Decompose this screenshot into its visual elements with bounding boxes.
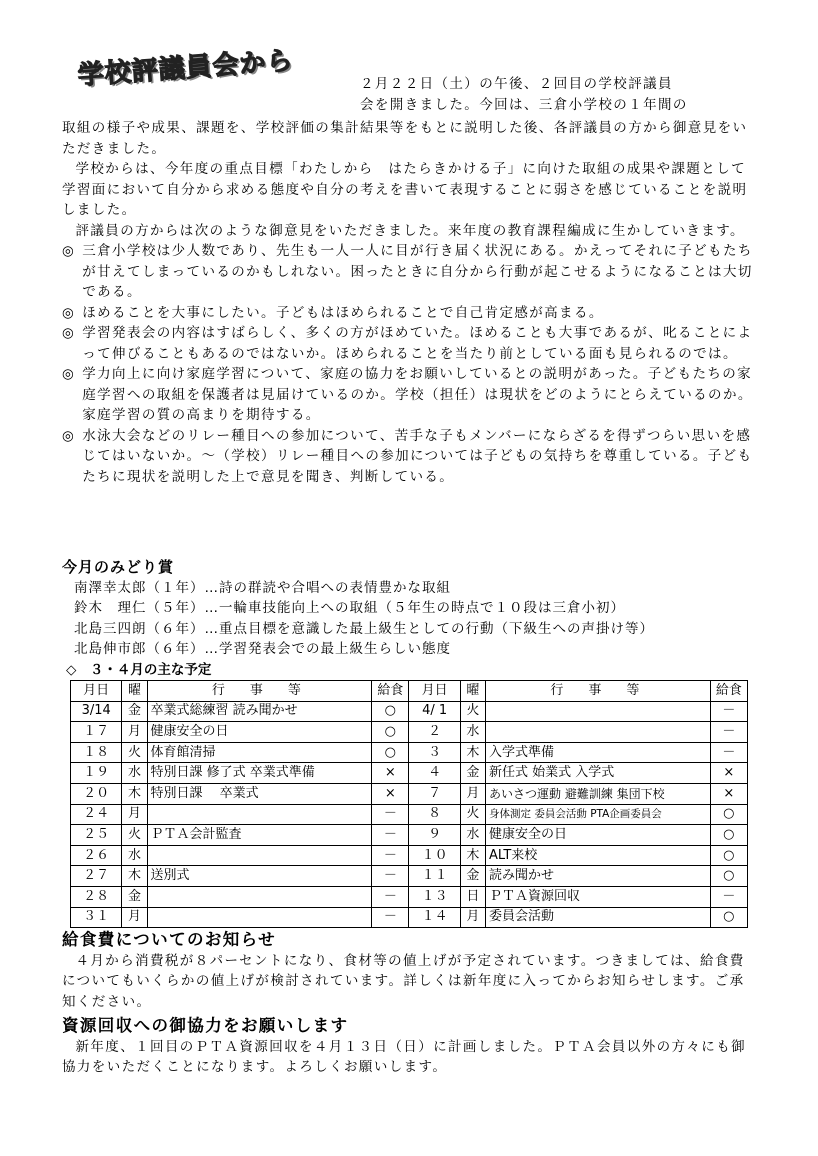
table-header-row (71, 681, 748, 702)
day-cell: 火 (460, 804, 485, 825)
intro-line-1: ２月２２日（土）の午後、２回目の学校評議員 (360, 76, 673, 92)
header-day: 曜 (460, 681, 485, 702)
event-cell: 委員会活動 (486, 907, 711, 928)
header-day: 曜 (122, 681, 147, 702)
opinion-text: 水泳大会などのリレー種目への参加について、苦手な子もメンバーにならざるを得ずつらい思いを感じてはいないか。～（学校）リレー種目への参加については子どもの気持ちを尊重している。子どもたちに現状を説明した上で意見を聞き、判断している。 (82, 427, 753, 485)
date-cell: ８ (409, 804, 460, 825)
event-cell (147, 845, 372, 866)
table-row (71, 722, 748, 743)
lunch-fee-notice (62, 930, 754, 1012)
date-cell: １１ (409, 866, 460, 887)
date-cell: ２ (409, 722, 460, 743)
table-row (71, 845, 748, 866)
opinion-item (62, 323, 754, 364)
event-cell: あいさつ運動 避難訓練 集団下校 (486, 783, 711, 804)
event-cell: 卒業式総練習 読み聞かせ (147, 701, 372, 722)
opinion-text: 学習発表会の内容はすばらしく、多くの方がほめていた。ほめることも大事であるが、叱ることによって伸びることもあるのではないか。ほめられることを当たり前としている面も見られるのでは。 (82, 325, 753, 362)
opinion-item (62, 426, 754, 488)
opinion-text: 学力向上に向け家庭学習について、家庭の協力をお願いしているとの説明があった。子どもたちの家庭学習への取組を保護者は見届けているのか。学校（担任）は現状をどのようにとらえているのか。家庭学習の質の高まりを期待する。 (82, 366, 753, 423)
table-row (71, 825, 748, 846)
meal-cell: ○ (710, 845, 747, 866)
meal-cell: × (710, 783, 747, 804)
date-cell: １８ (71, 742, 122, 763)
meal-cell: × (710, 763, 747, 784)
table-row (71, 804, 748, 825)
intro-first-lines (360, 74, 752, 115)
award-title: 今月のみどり賞 (62, 558, 175, 576)
header-event: 行 事 等 (486, 681, 711, 702)
day-cell: 水 (122, 763, 147, 784)
meal-cell: × (372, 763, 409, 784)
day-cell: 火 (460, 701, 485, 722)
date-cell: ２４ (71, 804, 122, 825)
event-cell (486, 701, 711, 722)
date-cell: ３１ (71, 907, 122, 928)
date-cell: ２７ (71, 866, 122, 887)
opinion-text: ほめることを大事にしたい。子どもはほめられることで自己肯定感が高まる。 (82, 304, 604, 321)
date-cell: ２５ (71, 825, 122, 846)
bullet-mark: ◎ (62, 325, 76, 341)
event-cell (147, 907, 372, 928)
event-cell: 入学式準備 (486, 742, 711, 763)
meal-cell: ○ (710, 866, 747, 887)
bullet-mark: ◎ (62, 304, 76, 321)
page-title: 学校評議員会から (76, 45, 295, 91)
day-cell: 火 (122, 825, 147, 846)
day-cell: 日 (460, 886, 485, 907)
event-cell: 体育館清掃 (147, 742, 372, 763)
date-cell: ２０ (71, 783, 122, 804)
opinion-text: 三倉小学校は少人数であり、先生も一人一人に目が行き届く状況にある。かえってそれに子どもたちが甘えてしまっているのかもしれない。困ったときに自分から行動が起こせるようになることは大切である。 (82, 243, 753, 300)
award-row: 北島伸市郎（６年）…学習発表会での最上級生らしい態度 (74, 641, 451, 657)
school-paragraph: 学校からは、今年度の重点目標「わたしから はたらきかける子」に向けた取組の成果や課題として学習面において自分から求める態度や自分の考えを書いて表現することに弱さを感じていることを説明しました。 (62, 161, 748, 218)
day-cell: 木 (122, 783, 147, 804)
day-cell: 月 (122, 907, 147, 928)
resource-title: 資源回収への御協力をお願いします (62, 1016, 349, 1035)
day-cell: 金 (460, 866, 485, 887)
intro-rest: 取組の様子や成果、課題を、学校評価の集計結果等をもとに説明した後、各評議員の方から御意見をいただきました。 (62, 120, 748, 157)
meal-cell: － (372, 845, 409, 866)
table-row (71, 886, 748, 907)
day-cell: 木 (460, 742, 485, 763)
date-cell: 3/14 (71, 701, 122, 722)
day-cell: 月 (122, 722, 147, 743)
opinion-item (62, 241, 754, 303)
date-cell: １４ (409, 907, 460, 928)
date-cell: １３ (409, 886, 460, 907)
meal-cell: － (372, 907, 409, 928)
event-cell (147, 804, 372, 825)
day-cell: 水 (460, 722, 485, 743)
schedule-table (70, 680, 748, 928)
award-section (62, 557, 762, 660)
day-cell: 金 (122, 886, 147, 907)
meal-cell: － (372, 866, 409, 887)
day-cell: 金 (122, 701, 147, 722)
meal-cell: ○ (372, 742, 409, 763)
event-cell (486, 722, 711, 743)
meal-cell: ○ (372, 722, 409, 743)
date-cell: ２６ (71, 845, 122, 866)
members-paragraph: 評議員の方からは次のような御意見をいただきました。来年度の教育課程編成に生かしていきます。 (75, 222, 745, 239)
header-meal: 給食 (372, 681, 409, 702)
meal-cell: － (710, 742, 747, 763)
date-cell: ４ (409, 763, 460, 784)
lunch-text: ４月から消費税が８パーセントになり、食材等の値上げが予定されています。つきましては、給食費についてもいくらかの値上げが検討されています。詳しくは新年度に入ってからお知らせします。ご承知ください。 (62, 952, 745, 1010)
resource-collection-notice (62, 1016, 754, 1078)
table-row (71, 783, 748, 804)
resource-text: 新年度、１回目のＰＴＡ資源回収を４月１３日（日）に計画しました。ＰＴＡ会員以外の方々にも御協力をいただくことになります。よろしくお願いします。 (62, 1038, 746, 1075)
award-row: 鈴木 理仁（５年）…一輪車技能向上への取組（５年生の時点で１０段は三倉小初） (74, 600, 625, 616)
schedule-title: ◇ ３・４月の主な予定 (66, 662, 212, 678)
meal-cell: － (710, 701, 747, 722)
event-cell: ＰＴＡ資源回収 (486, 886, 711, 907)
date-cell: ９ (409, 825, 460, 846)
meal-cell: ○ (710, 804, 747, 825)
bullet-mark: ◎ (62, 427, 76, 444)
date-cell: ２８ (71, 886, 122, 907)
award-row: 南澤幸太郎（１年）…詩の群読や合唱への表情豊かな取組 (74, 579, 451, 596)
meal-cell: ○ (710, 907, 747, 928)
event-cell: 特別日課 卒業式 (147, 783, 372, 804)
date-cell: 4/ 1 (409, 701, 460, 722)
date-cell: １９ (71, 763, 122, 784)
table-row (71, 763, 748, 784)
event-cell: 身体測定 委員会活動 PTA企画委員会 (486, 804, 711, 825)
day-cell: 月 (122, 804, 147, 825)
day-cell: 木 (460, 845, 485, 866)
event-cell: 健康安全の日 (147, 722, 372, 743)
table-row (71, 742, 748, 763)
meal-cell: － (710, 722, 747, 743)
event-cell (147, 886, 372, 907)
meal-cell: － (710, 886, 747, 907)
award-row: 北島三四朗（６年）…重点目標を意識した最上級生としての行動（下級生への声掛け等） (74, 620, 654, 637)
bullet-mark: ◎ (62, 243, 76, 259)
header-event: 行 事 等 (147, 681, 372, 702)
event-cell: 読み聞かせ (486, 866, 711, 887)
event-cell: ALT来校 (486, 845, 711, 866)
day-cell: 月 (460, 907, 485, 928)
event-cell: ＰＴＡ会計監査 (147, 825, 372, 846)
date-cell: ３ (409, 742, 460, 763)
table-row (71, 701, 748, 722)
event-cell: 送別式 (147, 866, 372, 887)
day-cell: 木 (122, 866, 147, 887)
event-cell: 健康安全の日 (486, 825, 711, 846)
table-row (71, 866, 748, 887)
opinion-item (62, 303, 754, 324)
meal-cell: － (372, 825, 409, 846)
header-date: 月日 (409, 681, 460, 702)
day-cell: 水 (460, 825, 485, 846)
meal-cell: － (372, 886, 409, 907)
table-row (71, 907, 748, 928)
meal-cell: ○ (710, 825, 747, 846)
intro-line-2: 会を開きました。今回は、三倉小学校の１年間の (360, 96, 688, 113)
date-cell: １７ (71, 722, 122, 743)
meal-cell: ○ (372, 701, 409, 722)
council-report (62, 118, 754, 487)
day-cell: 月 (460, 783, 485, 804)
date-cell: ７ (409, 783, 460, 804)
meal-cell: － (372, 804, 409, 825)
header-date: 月日 (71, 681, 122, 702)
lunch-title: 給食費についてのお知らせ (62, 930, 276, 949)
event-cell: 特別日課 修了式 卒業式準備 (147, 763, 372, 784)
opinion-item (62, 364, 754, 426)
meal-cell: × (372, 783, 409, 804)
day-cell: 金 (460, 763, 485, 784)
day-cell: 水 (122, 845, 147, 866)
date-cell: １０ (409, 845, 460, 866)
bullet-mark: ◎ (62, 366, 76, 382)
event-cell: 新任式 始業式 入学式 (486, 763, 711, 784)
day-cell: 火 (122, 742, 147, 763)
header-meal: 給食 (710, 681, 747, 702)
